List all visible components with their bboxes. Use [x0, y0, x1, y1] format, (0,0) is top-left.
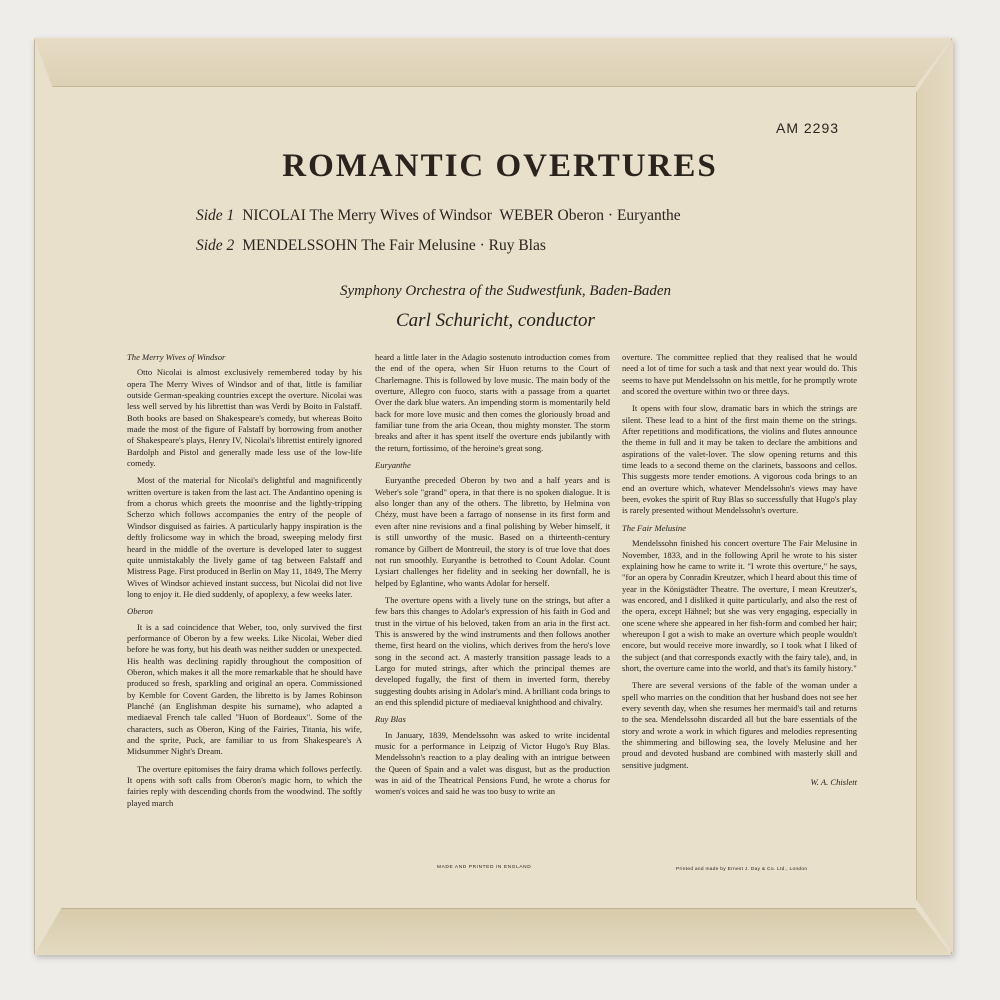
paragraph: In January, 1839, Mendelssohn was asked to write incidental music for a performance in Leipzig of Victor Hugo's Ruy Blas. Mendelssohn's reaction to a play dealing with an intrigue between the Queen of Spain and a valet was disgust, but as the production was in aid of the Theatrical Pensions Fund, he wrote a chorus for women's voices and said he was too busy to write an	[375, 729, 610, 797]
printer-credit: Printed and made by Ernest J. Day & Co. Ltd., London	[676, 867, 808, 872]
paragraph: Most of the material for Nicolai's delightful and magnificently written overture is taken from the last act. The Andantino opening is from a chorus which greets the moonrise and the lightly-tripping Scherzo which follows accompanies the entry of the people of Windsor disguised as fairies. A particularly happy inspiration is the deftly frolicsome way in which the broad, sweeping melody first heard in the middle of the overture is developed later to suggest quite unmistakably the lively game of tag between Falstaff and Mistress Page. First produced in Berlin on May 11, 1849, The Merry Wives of Windsor achieved instant success, but Nicolai did not live long to enjoy it. He died suddenly, of apoplexy, a few weeks later.	[127, 475, 363, 599]
side-2-listing	[196, 237, 546, 255]
catalog-number: AM 2293	[776, 120, 840, 136]
notes-column-1	[127, 352, 362, 815]
paragraph: The overture epitomises the fairy drama which follows perfectly. It opens with soft calls from Oberon's magic horn, to which the fairies reply with descending chords from the woodwind. The softly played march	[127, 763, 362, 808]
heading-ruy-blas: Ruy Blas	[375, 714, 406, 725]
paragraph: The overture opens with a lively tune on the strings, but after a few bars this changes to Adolar's expression of his faith in God and trust in the virtue of his beloved, taken from an aria in the first act. This is answered by the wind instruments and then follows another theme, first heard on the violins, which derives from the hero's love song in the second act. A masterly transition passage leads to a Largo for muted strings, after which the principal themes are developed fugally, the first of them in inverted form, thereby suggesting doubts arising in Adolar's mind. A brilliant coda brings to an end this splendid picture of mediaeval knighthood and chivalry.	[375, 594, 610, 707]
heading-euryanthe: Euryanthe	[375, 460, 411, 471]
made-in-england-note: MADE AND PRINTED IN ENGLAND	[437, 865, 532, 870]
composer-weber: WEBER	[499, 207, 554, 224]
composer-nicolai: NICOLAI	[242, 207, 306, 224]
paragraph: There are several versions of the fable of the woman under a spell who marries on the condition that her husband does not see her every seventh day, when she resumes her mermaid's tail and returns to the sea. Mendelssohn discarded all but the bare essentials of the story and wrote a work in which figures and melodies representing the shimmering and billowing sea, the lovely Melusine and her proud and devoted husband are combined with masterly skill and sensitive judgment.	[622, 680, 857, 770]
composer-mendelssohn: MENDELSSOHN	[242, 237, 358, 254]
work-melusine-ruy-blas: The Fair Melusine · Ruy Blas	[361, 237, 546, 254]
sleeve-top-flap	[34, 38, 952, 87]
side-1-label: Side 1	[196, 207, 235, 224]
author-signature: W. A. Chislett	[810, 777, 857, 788]
conductor-credit: Carl Schuricht, conductor	[396, 310, 595, 331]
heading-merry-wives: The Merry Wives of Windsor	[127, 352, 226, 362]
sleeve-bottom-flap	[34, 908, 952, 955]
side-1-listing	[196, 207, 681, 225]
work-oberon-euryanthe: Oberon · Euryanthe	[557, 207, 681, 224]
album-title: ROMANTIC OVERTURES	[282, 148, 718, 184]
heading-fair-melusine: The Fair Melusine	[622, 522, 686, 533]
paragraph: heard a little later in the Adagio sostenuto introduction comes from the end of the opera, when Sir Huon returns to the Court of Charlemagne. This is followed by love music. The main body of the overture, Allegro con fuoco, starts with a passage from a quartet Over the dark blue waters. An impending storm is momentarily held back for more love music and then comes the gloriously broad and familiar tune from the aria Ocean, thou mighty monster. The storm breaks and after it has spent itself the overture ends jubilantly with the return, fortissimo, of the heroine's great song.	[375, 352, 610, 453]
paragraph: Euryanthe preceded Oberon by two and a half years and is Weber's sole "grand" opera, in that there is no spoken dialogue. It is also longer than any of the others. The libretto, by Helmina von Chézy, must have been a farrago of nonsense in its first form and even after nine revisions and a final polishing by Weber himself, it is still unworthy of the music. Based on a thirteenth-century romance by Gilbert de Montreuil, the story is of true love that does not run smoothly. Euryanthe is betrothed to Count Adolar. Count Lysiart challenges her fidelity and in seeking her downfall, he is helped by Eglantine, who wants Adolar for herself.	[375, 475, 610, 588]
work-merry-wives: The Merry Wives of Windsor	[309, 207, 492, 224]
paragraph: It is a sad coincidence that Weber, too, only survived the first performance of Oberon by a few weeks. Like Nicolai, Weber died before he was forty, but his death was neither sudden or unexpected. His health was declining rapidly throughout the composition of Oberon, which makes it all the more remarkable that he should have produced so fresh, sparkling and original an opera. Commissioned by Kemble for Covent Garden, the libretto is by James Robinson Planché (an Englishman despite his surname), who adapted a mediaeval French tale called "Huon of Bordeaux". Some of the characters, such as Oberon, King of the Fairies, Titania, his wife, and the sprite, Puck, are familiar to us from Shakespeare's A Midsummer Night's Dream.	[127, 621, 362, 757]
paragraph: Otto Nicolai is almost exclusively remembered today by his opera The Merry Wives of Windsor and of that, little is familiar outside German-speaking countries except the overture. Nicolai was less well served by his librettist than was Verdi by Boito in Falstaff. Both books are based on Shakespeare's comedy, but whereas Boito made the most of the figure of Falstaff by borrowing from another of Shakespeare's plays, Henry IV, Nicolai's librettist entirely ignored Bardolph and Pistol and generally made less use of the low-life comedy.	[127, 367, 362, 469]
paragraph: overture. The committee replied that they realised that he would need a lot of time for such a task and that next year would do. This seems to have put Mendelssohn on his mettle, for he promptly wrote and scored the overture within two or three days.	[622, 352, 857, 397]
heading-oberon: Oberon	[127, 606, 153, 617]
orchestra-credit: Symphony Orchestra of the Sudwestfunk, Baden-Baden	[340, 283, 672, 299]
paragraph: It opens with four slow, dramatic bars in which the strings are silent. These lead to a hint of the first main theme on the strings. After repetitions and modifications, the violins and flutes announce the theme in full and it may be taken to declare the ambitions and aspirations of the valet-lover. The slow opening returns and this time leads to a second theme on the clarinets, bassoons and cellos. This suggests more tender emotions. A vigorous coda brings to an end an overture which, whatever Mendelssohn's views may have been, evokes the spirit of Ruy Blas so successfully that Hugo's play is rarely presented without Mendelssohn's overture.	[622, 403, 857, 516]
paragraph: Mendelssohn finished his concert overture The Fair Melusine in November, 1833, and in the following April he wrote to his sister explaining how he came to write it. "I wrote this overture," he says, "for an opera by Conradin Kreutzer, which I heard about this time of year in the Königstädter Theatre. The overture, I mean Kreutzer's, was encored, and I disliked it quite particularly, and also the rest of the opera, except Hähnel; but she was very engaging, especially in one scene where she appeared in her fish-form and combed her hair; whereupon I got a wish to make an overture which people wouldn't encore, but would receive more inwardly, so I took what I liked of the subject (and that corresponds exactly with the fairy tale), and, in short, the overture came into the world, and that's its family history."	[622, 538, 857, 673]
side-2-label: Side 2	[196, 237, 235, 254]
notes-column-3	[622, 352, 857, 794]
notes-column-2	[375, 352, 610, 804]
